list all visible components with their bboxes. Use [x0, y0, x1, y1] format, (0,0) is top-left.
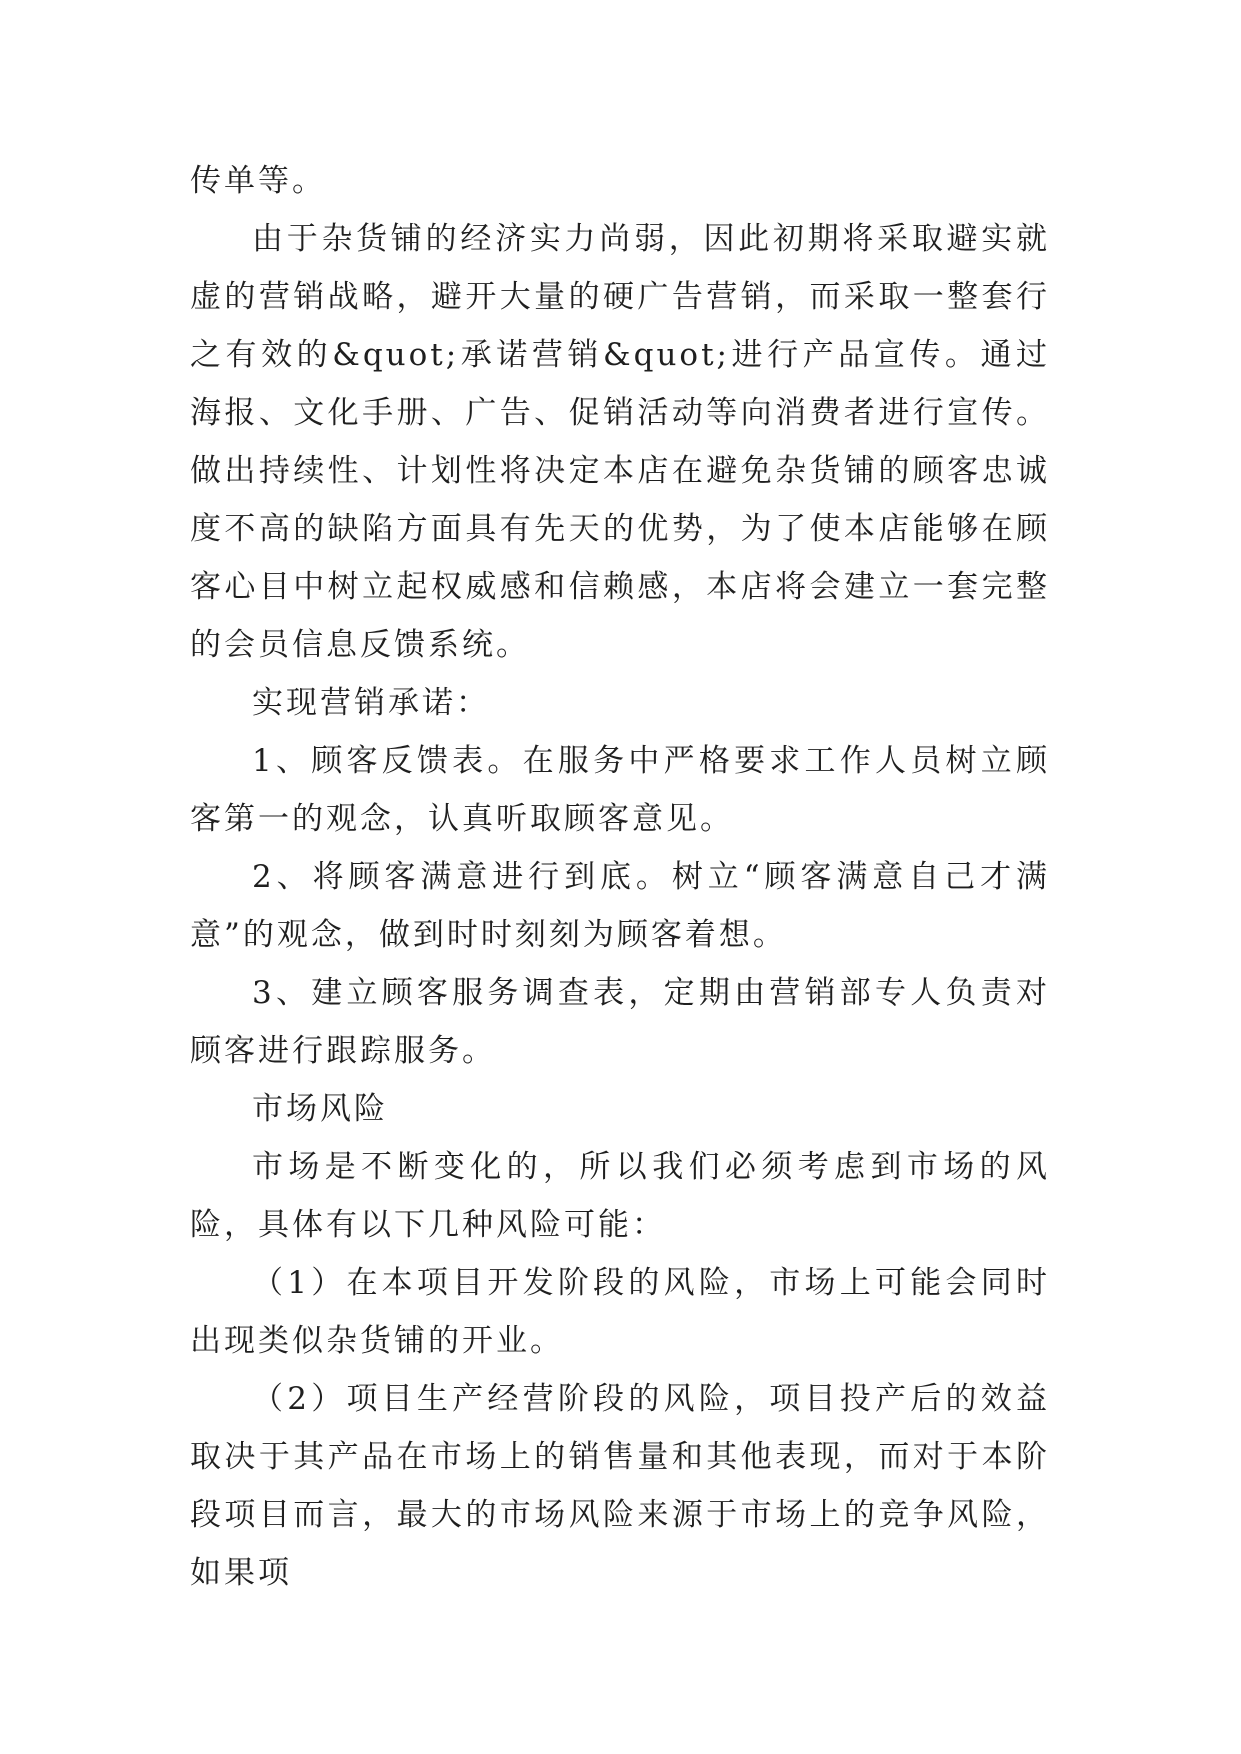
paragraph-market-risk-intro: 市场是不断变化的，所以我们必须考虑到市场的风险，具体有以下几种风险可能： — [190, 1149, 1050, 1243]
paragraph-continuation: 传单等。 — [190, 163, 326, 199]
paragraph-heading-marketing-promise: 实现营销承诺： — [252, 685, 490, 721]
document-body — [190, 152, 1050, 1602]
paragraph-item-3: 3、建立顾客服务调查表，定期由营销部专人负责对顾客进行跟踪服务。 — [190, 975, 1050, 1069]
paragraph-heading-market-risk: 市场风险 — [252, 1091, 388, 1127]
paragraph-item-2: 2、将顾客满意进行到底。树立“顾客满意自己才满意”的观念，做到时时刻刻为顾客着想。 — [190, 859, 1050, 953]
paragraph-item-1: 1、顾客反馈表。在服务中严格要求工作人员树立顾客第一的观念，认真听取顾客意见。 — [190, 743, 1050, 837]
paragraph-marketing-strategy: 由于杂货铺的经济实力尚弱，因此初期将采取避实就虚的营销战略，避开大量的硬广告营销，而采取一整套行之有效的&quot;承诺营销&quot;进行产品宣传。通过海报、文化手册、广告、促销活动等向消费者进行宣传。做出持续性、计划性将决定本店在避免杂货铺的顾客忠诚度不高的缺陷方面具有先天的优势，为了使本店能够在顾客心目中树立起权威感和信赖感，本店将会建立一套完整的会员信息反馈系统。 — [190, 221, 1050, 663]
paragraph-risk-2: （2）项目生产经营阶段的风险，项目投产后的效益取决于其产品在市场上的销售量和其他表现，而对于本阶段项目而言，最大的市场风险来源于市场上的竞争风险，如果项 — [190, 1381, 1050, 1591]
paragraph-risk-1: （1）在本项目开发阶段的风险，市场上可能会同时出现类似杂货铺的开业。 — [190, 1265, 1050, 1359]
